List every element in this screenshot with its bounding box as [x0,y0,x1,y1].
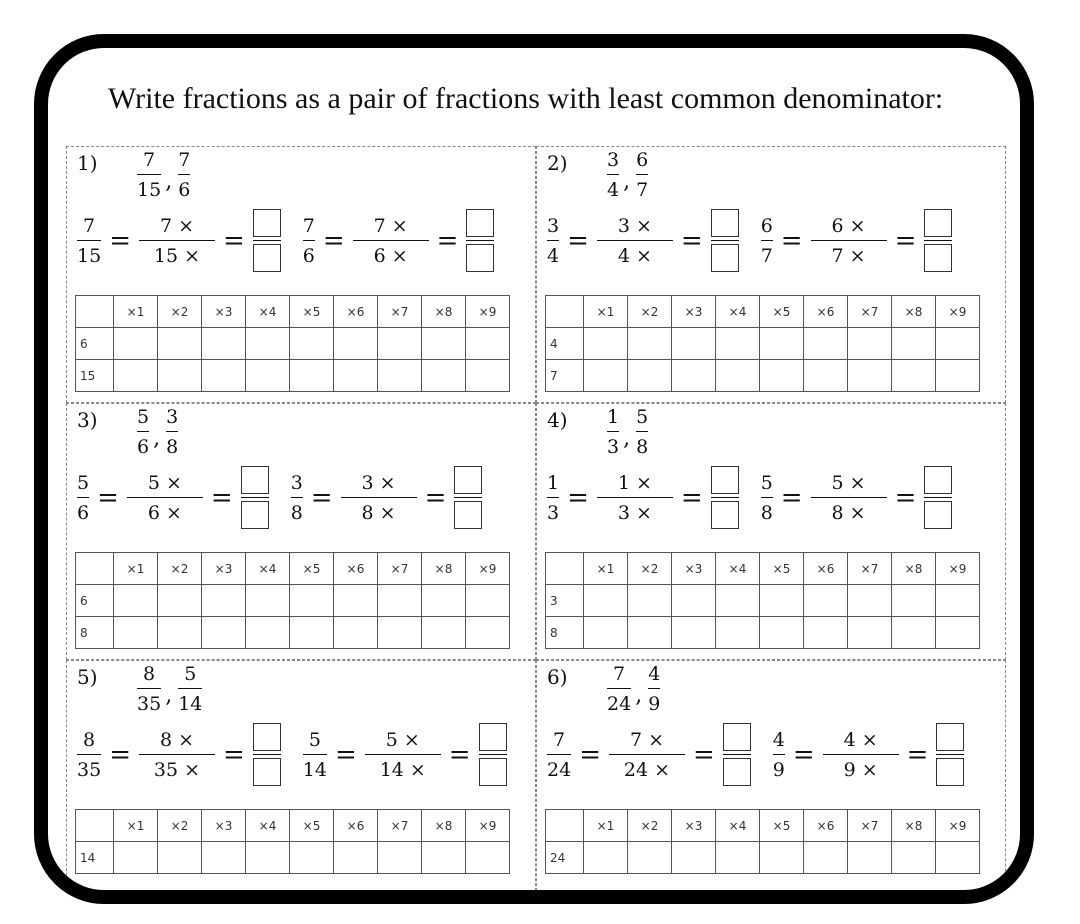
table-row [546,842,980,874]
multiplier-header: ×8 [422,810,466,842]
answer-cell[interactable] [628,360,672,392]
fraction-a: $\frac{7}{15}$ [137,149,162,201]
answer-cell[interactable] [466,617,510,649]
answer-box-a[interactable] [711,209,739,272]
answer-cell[interactable] [466,585,510,617]
equation-b-multiplier: $\frac{3 \times}{8 \times}$ [341,472,417,524]
multiplier-header: ×1 [114,553,158,585]
answer-cell[interactable] [422,617,466,649]
multiplier-header: ×2 [628,553,672,585]
answer-cell[interactable] [628,617,672,649]
multiplier-header: ×4 [246,296,290,328]
multiplier-header: ×4 [246,810,290,842]
equation-a-fraction: $\frac{7}{24}$ [547,728,572,781]
row-denominator: 24 [546,842,584,874]
answer-cell[interactable] [378,585,422,617]
answer-cell[interactable] [584,360,628,392]
multiplier-header: ×5 [760,553,804,585]
answer-cell[interactable] [466,842,510,874]
answer-cell[interactable] [422,360,466,392]
multiplier-header: ×3 [672,810,716,842]
equation-a-multiplier: $\frac{1 \times}{3 \times}$ [597,472,673,524]
answer-cell[interactable] [892,842,936,874]
answer-cell[interactable] [804,328,848,360]
row-denominator: 6 [76,328,114,360]
equation-row: $\frac{1}{3}$ = $\frac{1 \times}{3 \times}$ = $\frac{5}{8}$ = $\frac{5 \times}{8 \times}$ = [547,466,952,529]
multiplier-header: ×9 [466,810,510,842]
multiplier-header: ×1 [584,810,628,842]
equation-a-multiplier: $\frac{8 \times}{35 \times}$ [139,729,215,781]
answer-cell[interactable] [246,360,290,392]
problem-panel-6 [536,660,1006,904]
comma: , [623,169,631,194]
answer-cell[interactable] [936,360,980,392]
answer-box-b[interactable] [924,209,952,272]
answer-cell[interactable] [202,585,246,617]
comma: , [153,426,161,451]
answer-cell[interactable] [114,328,158,360]
multiplier-header: ×3 [202,553,246,585]
multiplier-header: ×3 [202,810,246,842]
multiplier-header: ×8 [422,296,466,328]
table-row [76,328,510,360]
problem-panel-2 [536,146,1006,403]
multiplier-header: ×7 [378,296,422,328]
answer-box-a[interactable] [253,723,281,786]
multiplier-header: ×3 [202,296,246,328]
multiplication-table [545,552,980,649]
problem-panel-3 [66,403,536,660]
equation-b-multiplier: $\frac{7 \times}{6 \times}$ [353,215,429,267]
answer-cell[interactable] [848,360,892,392]
answer-cell[interactable] [290,842,334,874]
equation-a-multiplier: $\frac{5 \times}{6 \times}$ [127,472,203,524]
equation-a-fraction: $\frac{5}{6}$ [77,471,90,524]
multiplier-header: ×3 [672,296,716,328]
answer-box-a[interactable] [723,723,751,786]
answer-cell[interactable] [202,842,246,874]
row-denominator: 7 [546,360,584,392]
table-corner [76,810,114,842]
multiplier-header: ×4 [716,553,760,585]
problem-panel-4 [536,403,1006,660]
multiplier-header: ×6 [334,810,378,842]
fraction-b: $\frac{7}{6}$ [178,149,191,201]
table-row [546,328,980,360]
worksheet-frame [34,34,1034,904]
table-corner [76,553,114,585]
fraction-pair [137,406,178,458]
multiplier-header: ×2 [158,553,202,585]
answer-cell[interactable] [848,842,892,874]
answer-cell[interactable] [584,617,628,649]
answer-cell[interactable] [246,842,290,874]
multiplier-header: ×1 [114,296,158,328]
answer-cell[interactable] [716,585,760,617]
worksheet-title: Write fractions as a pair of fractions with least common denominator: [108,82,944,115]
answer-cell[interactable] [114,585,158,617]
table-row [76,842,510,874]
answer-cell[interactable] [202,328,246,360]
problem-number: 2) [547,151,568,175]
multiplier-header: ×1 [584,553,628,585]
answer-cell[interactable] [114,617,158,649]
row-denominator: 14 [76,842,114,874]
answer-cell[interactable] [290,617,334,649]
equation-a-multiplier: $\frac{3 \times}{4 \times}$ [597,215,673,267]
multiplier-header: ×4 [246,553,290,585]
fraction-b: $\frac{5}{14}$ [178,663,203,715]
answer-cell[interactable] [334,328,378,360]
multiplier-header: ×8 [422,553,466,585]
multiplier-header: ×5 [290,810,334,842]
multiplier-header: ×5 [290,553,334,585]
multiplier-header: ×6 [804,553,848,585]
table-row [76,585,510,617]
comma: , [635,683,643,708]
answer-cell[interactable] [290,585,334,617]
answer-cell[interactable] [202,360,246,392]
answer-cell[interactable] [848,328,892,360]
table-row [546,617,980,649]
multiplier-header: ×7 [378,810,422,842]
multiplier-header: ×8 [892,553,936,585]
answer-cell[interactable] [584,328,628,360]
table-row [546,585,980,617]
answer-cell[interactable] [466,360,510,392]
answer-cell[interactable] [672,842,716,874]
answer-cell[interactable] [760,360,804,392]
answer-cell[interactable] [716,617,760,649]
equation-a-fraction: $\frac{1}{3}$ [547,471,560,524]
multiplier-header: ×9 [466,296,510,328]
row-denominator: 15 [76,360,114,392]
answer-cell[interactable] [246,328,290,360]
answer-cell[interactable] [804,360,848,392]
problem-number: 3) [77,408,98,432]
table-row [546,360,980,392]
table-corner [546,296,584,328]
problems-grid [66,146,1006,904]
answer-cell[interactable] [466,328,510,360]
fraction-a: $\frac{5}{6}$ [137,406,150,458]
fraction-pair [137,663,202,715]
fraction-a: $\frac{1}{3}$ [607,406,620,458]
equation-b-multiplier: $\frac{5 \times}{8 \times}$ [811,472,887,524]
equation-a-fraction: $\frac{8}{35}$ [77,728,102,781]
answer-cell[interactable] [158,617,202,649]
multiplier-header: ×6 [334,553,378,585]
equation-row: $\frac{5}{6}$ = $\frac{5 \times}{6 \times}$ = $\frac{3}{8}$ = $\frac{3 \times}{8 \times}$ = [77,466,482,529]
answer-cell[interactable] [378,617,422,649]
answer-cell[interactable] [716,328,760,360]
fraction-b: $\frac{4}{9}$ [648,663,661,715]
answer-cell[interactable] [804,617,848,649]
answer-cell[interactable] [892,585,936,617]
answer-cell[interactable] [422,585,466,617]
multiplier-header: ×7 [848,553,892,585]
problem-panel-1 [66,146,536,403]
multiplier-header: ×9 [936,810,980,842]
answer-cell[interactable] [334,585,378,617]
multiplier-header: ×9 [936,553,980,585]
answer-cell[interactable] [804,585,848,617]
answer-cell[interactable] [672,328,716,360]
multiplier-header: ×9 [936,296,980,328]
multiplier-header: ×9 [466,553,510,585]
answer-cell[interactable] [672,360,716,392]
answer-box-b[interactable] [479,723,507,786]
answer-cell[interactable] [936,842,980,874]
multiplier-header: ×5 [760,296,804,328]
multiplier-header: ×6 [804,296,848,328]
table-row [76,360,510,392]
equation-a-fraction: $\frac{7}{15}$ [77,214,102,267]
answer-cell[interactable] [892,617,936,649]
equation-a-multiplier: $\frac{7 \times}{15 \times}$ [139,215,215,267]
answer-cell[interactable] [672,617,716,649]
equation-a-multiplier: $\frac{7 \times}{24 \times}$ [609,729,685,781]
equation-b-multiplier: $\frac{6 \times}{7 \times}$ [811,215,887,267]
answer-cell[interactable] [158,328,202,360]
answer-box-b[interactable] [936,723,964,786]
multiplication-table [75,295,510,392]
problem-number: 6) [547,665,568,689]
answer-cell[interactable] [936,617,980,649]
row-denominator: 6 [76,585,114,617]
multiplication-table [75,809,510,874]
answer-cell[interactable] [716,842,760,874]
equation-b-fraction: $\frac{4}{9}$ [772,728,785,781]
multiplier-header: ×6 [334,296,378,328]
answer-box-a[interactable] [241,466,269,529]
equation-row: $\frac{7}{24}$ = $\frac{7 \times}{24 \times}$ = $\frac{4}{9}$ = $\frac{4 \times}{9 \times}$ = [547,723,964,786]
table-row [76,617,510,649]
equation-row: $\frac{8}{35}$ = $\frac{8 \times}{35 \times}$ = $\frac{5}{14}$ = $\frac{5 \times}{14 \times}$ = [77,723,507,786]
answer-cell[interactable] [378,842,422,874]
answer-cell[interactable] [334,617,378,649]
answer-box-b[interactable] [924,466,952,529]
multiplier-header: ×1 [584,296,628,328]
answer-cell[interactable] [716,360,760,392]
answer-cell[interactable] [892,328,936,360]
answer-cell[interactable] [892,360,936,392]
multiplier-header: ×3 [672,553,716,585]
table-corner [76,296,114,328]
problem-number: 1) [77,151,98,175]
fraction-pair [607,406,648,458]
row-denominator: 4 [546,328,584,360]
answer-cell[interactable] [246,617,290,649]
answer-box-a[interactable] [253,209,281,272]
multiplier-header: ×2 [158,296,202,328]
answer-cell[interactable] [584,842,628,874]
comma: , [165,169,173,194]
equation-row: $\frac{3}{4}$ = $\frac{3 \times}{4 \times}$ = $\frac{6}{7}$ = $\frac{6 \times}{7 \times}$ = [547,209,952,272]
answer-box-b[interactable] [454,466,482,529]
answer-cell[interactable] [760,328,804,360]
problem-number: 4) [547,408,568,432]
answer-cell[interactable] [628,585,672,617]
multiplier-header: ×2 [628,296,672,328]
multiplier-header: ×6 [804,810,848,842]
row-denominator: 3 [546,585,584,617]
answer-cell[interactable] [114,360,158,392]
multiplier-header: ×2 [158,810,202,842]
answer-cell[interactable] [290,328,334,360]
answer-cell[interactable] [628,842,672,874]
equation-b-fraction: $\frac{5}{14}$ [302,728,327,781]
row-denominator: 8 [546,617,584,649]
fraction-pair [607,149,648,201]
answer-cell[interactable] [378,328,422,360]
equation-b-fraction: $\frac{7}{6}$ [302,214,315,267]
multiplier-header: ×4 [716,296,760,328]
fraction-pair [137,149,190,201]
answer-cell[interactable] [246,585,290,617]
multiplier-header: ×7 [848,810,892,842]
answer-box-a[interactable] [711,466,739,529]
answer-cell[interactable] [334,360,378,392]
row-denominator: 8 [76,617,114,649]
multiplication-table [75,552,510,649]
multiplier-header: ×1 [114,810,158,842]
answer-cell[interactable] [672,585,716,617]
fraction-a: $\frac{7}{24}$ [607,663,632,715]
problem-panel-5 [66,660,536,904]
answer-cell[interactable] [936,328,980,360]
comma: , [165,683,173,708]
multiplication-table [545,809,980,874]
answer-cell[interactable] [848,617,892,649]
answer-cell[interactable] [378,360,422,392]
multiplier-header: ×4 [716,810,760,842]
answer-cell[interactable] [422,842,466,874]
answer-cell[interactable] [584,585,628,617]
answer-cell[interactable] [804,842,848,874]
answer-cell[interactable] [760,617,804,649]
answer-cell[interactable] [114,842,158,874]
answer-cell[interactable] [158,585,202,617]
answer-cell[interactable] [760,585,804,617]
answer-cell[interactable] [202,617,246,649]
multiplier-header: ×7 [848,296,892,328]
fraction-b: $\frac{6}{7}$ [636,149,649,201]
multiplier-header: ×5 [290,296,334,328]
multiplier-header: ×8 [892,810,936,842]
table-corner [546,553,584,585]
equation-b-fraction: $\frac{6}{7}$ [760,214,773,267]
multiplication-table [545,295,980,392]
answer-cell[interactable] [158,842,202,874]
multiplier-header: ×8 [892,296,936,328]
equation-b-fraction: $\frac{5}{8}$ [760,471,773,524]
multiplier-header: ×7 [378,553,422,585]
answer-box-b[interactable] [466,209,494,272]
multiplier-header: ×2 [628,810,672,842]
comma: , [623,426,631,451]
answer-cell[interactable] [848,585,892,617]
answer-cell[interactable] [628,328,672,360]
table-corner [546,810,584,842]
answer-cell[interactable] [422,328,466,360]
equation-b-multiplier: $\frac{5 \times}{14 \times}$ [365,729,441,781]
multiplier-header: ×5 [760,810,804,842]
answer-cell[interactable] [760,842,804,874]
fraction-pair [607,663,660,715]
fraction-b: $\frac{5}{8}$ [636,406,649,458]
fraction-a: $\frac{8}{35}$ [137,663,162,715]
answer-cell[interactable] [290,360,334,392]
answer-cell[interactable] [936,585,980,617]
equation-row: $\frac{7}{15}$ = $\frac{7 \times}{15 \times}$ = $\frac{7}{6}$ = $\frac{7 \times}{6 \times}$ = [77,209,494,272]
equation-b-fraction: $\frac{3}{8}$ [290,471,303,524]
answer-cell[interactable] [334,842,378,874]
fraction-b: $\frac{3}{8}$ [166,406,179,458]
equation-a-fraction: $\frac{3}{4}$ [547,214,560,267]
equation-b-multiplier: $\frac{4 \times}{9 \times}$ [823,729,899,781]
fraction-a: $\frac{3}{4}$ [607,149,620,201]
problem-number: 5) [77,665,98,689]
answer-cell[interactable] [158,360,202,392]
